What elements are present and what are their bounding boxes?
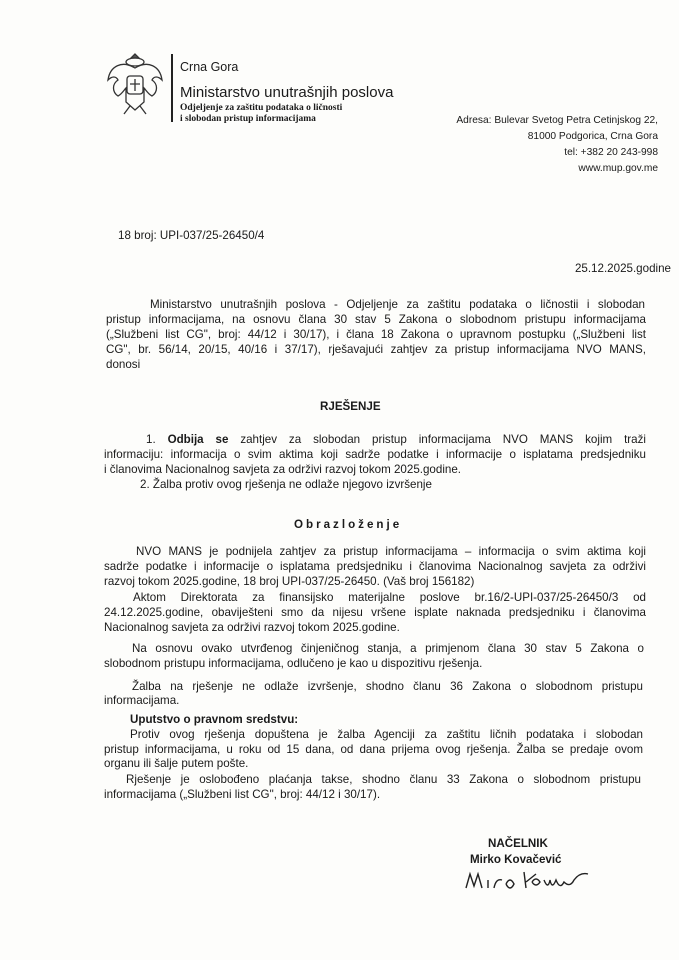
reasoning-line: pristup informacijama, u roku od 15 dana, od dana prijema ovog rješenja. Žalba se predaje ovom bbox=[104, 743, 643, 756]
reasoning-line: informacijama. bbox=[104, 694, 180, 707]
intro-line: („Službeni list CG", broj: 44/12 i 30/17), i člana 18 Zakona o upravnom postupku („Službeni list bbox=[106, 328, 646, 341]
document-date: 25.12.2025.godine bbox=[574, 262, 671, 275]
handwritten-signature bbox=[462, 866, 602, 894]
intro-line: donosi bbox=[106, 358, 141, 371]
address-block bbox=[456, 113, 658, 177]
reasoning-line: razvoj tokom 2025.godine, 18 broj UPI-037/25-26450. (Vaš broj 156182) bbox=[104, 575, 475, 588]
decision-text: zahtjev za slobodan pristup informacijama NVO MANS kojim traži bbox=[240, 433, 646, 446]
department-line: Odjeljenje za zaštitu podataka o ličnosti bbox=[180, 103, 343, 113]
ministry-name: Ministarstvo unutrašnjih poslova bbox=[180, 84, 394, 101]
reasoning-line: Protiv ovog rješenja dopuštena je žalba Agenciji za zaštitu ličnih podataka i slobodan bbox=[130, 728, 643, 741]
address-line: Adresa: Bulevar Svetog Petra Cetinjskog 22, bbox=[456, 115, 658, 126]
intro-line: CG", br. 56/14, 20/15, 40/16 i 37/17), rješavajući zahtjev za pristup informacijama NVO MANS, bbox=[106, 343, 646, 356]
reasoning-line: Žalba na rješenje ne odlaže izvršenje, shodno članu 36 Zakona o slobodnom pristupu bbox=[132, 680, 643, 693]
decision-line: informaciju: informacija o svim aktima koji sadrže podatke i informacije o isplatama predsjedniku bbox=[104, 448, 646, 461]
decision-line: i članovima Nacionalnog savjeta za održivi razvoj tokom 2025.godine. bbox=[104, 463, 462, 476]
reasoning-line: informacijama („Službeni list CG", broj: 44/12 i 30/17). bbox=[104, 788, 381, 801]
intro-line: pristup informacijama, na osnovu člana 30 stav 5 Zakona o slobodnom pristupu informacijama bbox=[106, 313, 646, 326]
reasoning-line: Rješenje je oslobođeno plaćanja takse, shodno članu 33 Zakona o slobodnom pristupu bbox=[126, 773, 641, 786]
decision-item-2: 2. Žalba protiv ovog rješenja ne odlaže njegovo izvršenje bbox=[140, 478, 432, 491]
decision-title: RJEŠENJE bbox=[320, 400, 381, 413]
decision-verdict: Odbija se bbox=[167, 433, 229, 446]
letterhead-divider bbox=[171, 54, 173, 122]
coat-of-arms-icon bbox=[104, 50, 166, 116]
reasoning-line: Nacionalnog savjeta za održivi razvoj tokom 2025.godine. bbox=[104, 621, 400, 634]
reasoning-line: Aktom Direktorata za finansijsko materijalne poslove br.16/2-UPI-037/25-26450/3 od bbox=[133, 591, 646, 604]
legal-remedy-heading: Uputstvo o pravnom sredstvu: bbox=[130, 713, 299, 726]
signatory-name: Mirko Kovačević bbox=[470, 853, 562, 866]
reasoning-line: NVO MANS je podnijela zahtjev za pristup informacijama – informacija o svim aktima koji bbox=[136, 545, 646, 558]
phone: tel: +382 20 243-998 bbox=[564, 147, 658, 158]
department-name bbox=[180, 103, 342, 125]
reasoning-title: Obrazloženje bbox=[294, 518, 403, 531]
address-line: 81000 Podgorica, Crna Gora bbox=[527, 131, 658, 142]
decision-item-1 bbox=[146, 433, 646, 447]
reference-number: 18 broj: UPI-037/25-26450/4 bbox=[118, 229, 265, 242]
reasoning-line: 24.12.2025.godine, obaviješteni smo da nijesu vršene isplate naknada predsjedniku i članovima bbox=[104, 606, 646, 619]
reasoning-line: organu ili šalje putem pošte. bbox=[104, 757, 249, 770]
department-line: i slobodan pristup informacijama bbox=[180, 114, 316, 124]
reasoning-line: slobodnom pristupu informacijama, odlučeno je kao u dispozitivu rješenja. bbox=[104, 657, 483, 670]
reasoning-line: Na osnovu ovako utvrđenog činjeničnog stanja, a primjenom člana 30 stav 5 Zakona o bbox=[132, 642, 644, 655]
website: www.mup.gov.me bbox=[578, 163, 658, 174]
item-number: 1. bbox=[146, 433, 156, 446]
intro-line: Ministarstvo unutrašnjih poslova - Odjeljenje za zaštitu podataka o ličnostii i slobodan bbox=[150, 298, 645, 311]
country-name: Crna Gora bbox=[180, 60, 239, 74]
signatory-title: NAČELNIK bbox=[488, 837, 548, 850]
reasoning-line: sadrže podatke i informacije o isplatama predsjedniku i članovima Nacionalnog savjeta za održivi bbox=[104, 560, 646, 573]
